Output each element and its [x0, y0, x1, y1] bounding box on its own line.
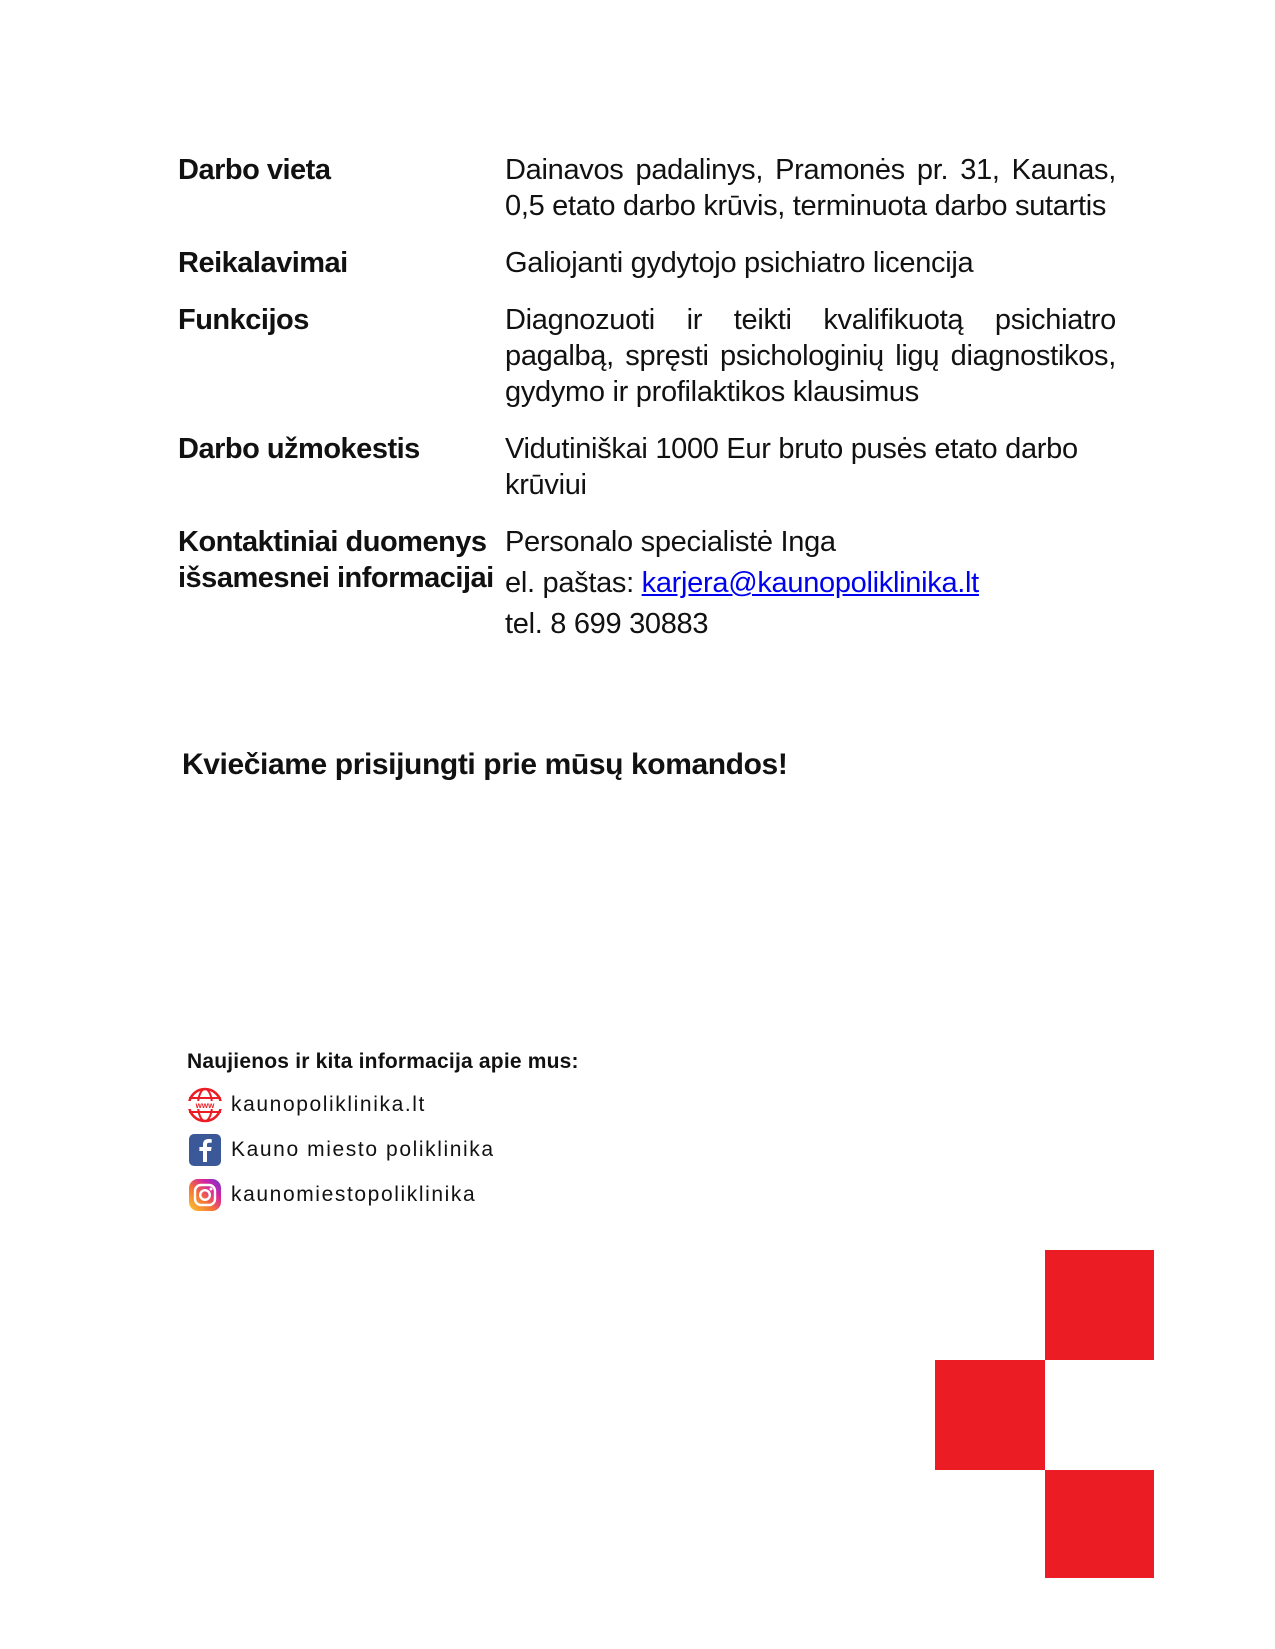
row-label: Reikalavimai: [178, 247, 348, 279]
website-text: kaunopoliklinika.lt: [231, 1093, 426, 1116]
details-row-functions: [178, 302, 1116, 410]
details-row-salary: [178, 431, 1116, 503]
row-value: Diagnozuoti ir teikti kvalifikuotą psichiatro pagalbą, spręsti psichologinių ligų diagnostikos, gydymo ir profilaktikos klausimus: [505, 304, 1116, 408]
contact-label-line1: Kontaktiniai duomenys: [178, 526, 487, 558]
row-label: Funkcijos: [178, 304, 309, 336]
contact-label: [178, 524, 505, 645]
email-link[interactable]: karjera@kaunopoliklinika.lt: [641, 567, 979, 599]
instagram-text: kaunomiestopoliklinika: [231, 1183, 477, 1206]
row-value: Galiojanti gydytojo psichiatro licencija: [505, 247, 974, 279]
row-label: Darbo užmokestis: [178, 433, 420, 465]
website-link[interactable]: [187, 1084, 579, 1126]
decor-block-top: [1045, 1250, 1154, 1360]
contact-email-line: [505, 563, 1116, 604]
decor-block-middle: [935, 1360, 1045, 1470]
instagram-icon: [187, 1177, 223, 1213]
row-value: Vidutiniškai 1000 Eur bruto pusės etato darbo krūviui: [505, 433, 1078, 501]
contact-value: [505, 524, 1116, 645]
instagram-link[interactable]: [187, 1174, 579, 1216]
facebook-text: Kauno miesto poliklinika: [231, 1138, 495, 1161]
svg-text:www: www: [195, 1101, 215, 1110]
details-row-workplace: [178, 152, 1116, 224]
decor-block-bottom: [1045, 1470, 1154, 1578]
row-value: Dainavos padalinys, Pramonės pr. 31, Kaunas, 0,5 etato darbo krūvis, terminuota darbo sutartis: [505, 154, 1116, 222]
www-globe-icon: [187, 1087, 223, 1123]
job-details-table: [178, 152, 1116, 666]
facebook-icon: [187, 1132, 223, 1168]
news-title: Naujienos ir kita informacija apie mus:: [187, 1050, 579, 1073]
email-prefix: el. paštas:: [505, 567, 642, 599]
contact-person: Personalo specialistė Inga: [505, 526, 836, 558]
details-row-requirements: [178, 245, 1116, 281]
facebook-link[interactable]: [187, 1129, 579, 1171]
invite-heading: Kviečiame prisijungti prie mūsų komandos!: [182, 748, 788, 781]
details-row-contact: [178, 524, 1116, 645]
contact-label-line2: išsamesnei informacijai: [178, 562, 494, 594]
news-section: [187, 1050, 579, 1219]
row-label: Darbo vieta: [178, 154, 331, 186]
contact-phone: tel. 8 699 30883: [505, 608, 709, 640]
